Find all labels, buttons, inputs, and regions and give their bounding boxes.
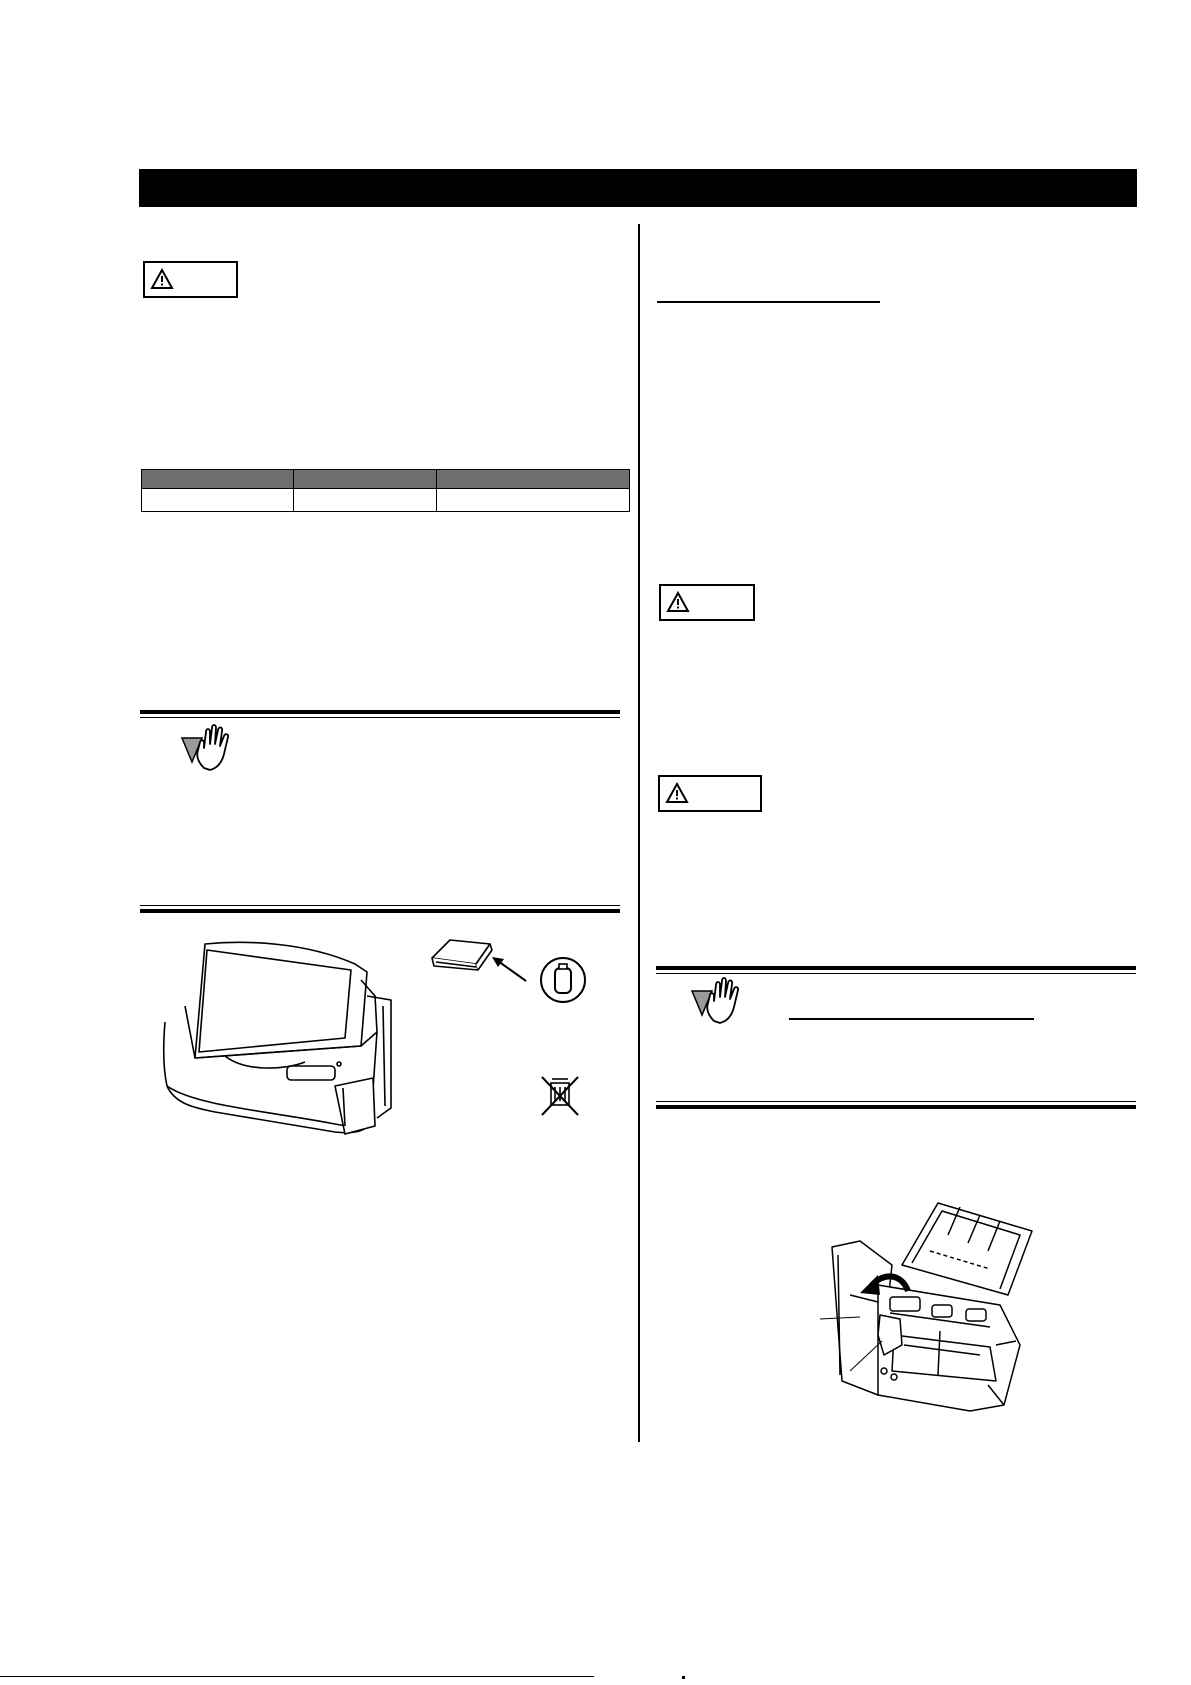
hint-rule-top [656,966,1136,974]
table-header-cell [142,470,294,489]
footer-rule [0,1676,594,1677]
link-underline[interactable] [789,1018,1034,1020]
hand-hint-icon [178,722,234,772]
section-rule [656,1101,1136,1109]
warning-triangle-icon [665,782,689,804]
caution-label-box [659,584,755,621]
hand-hint-icon [688,975,744,1025]
link-underline[interactable] [657,301,880,303]
caution-label-box [658,775,762,812]
cleaner-bottle-icon [538,955,588,1005]
hint-rule-top [140,710,620,718]
spec-table [141,469,629,512]
table-cell [142,489,294,512]
table-cell [437,489,630,512]
footer-mark [682,1676,685,1679]
arrow-icon [490,955,530,985]
warning-triangle-icon [666,591,690,613]
table-header-cell [437,470,630,489]
table-cell [294,489,437,512]
crossed-bin-icon [540,1075,580,1117]
table-header-cell [294,470,437,489]
caution-label-box [143,261,238,298]
cleaning-cloth-icon [428,934,498,974]
column-divider [638,224,640,1442]
section-rule [140,905,620,913]
scanner-open-illustration [820,1195,1040,1413]
table-row [142,489,630,512]
warning-triangle-icon [150,268,174,290]
page-header-bar [139,169,1137,207]
scanner-closed-illustration [155,936,395,1146]
